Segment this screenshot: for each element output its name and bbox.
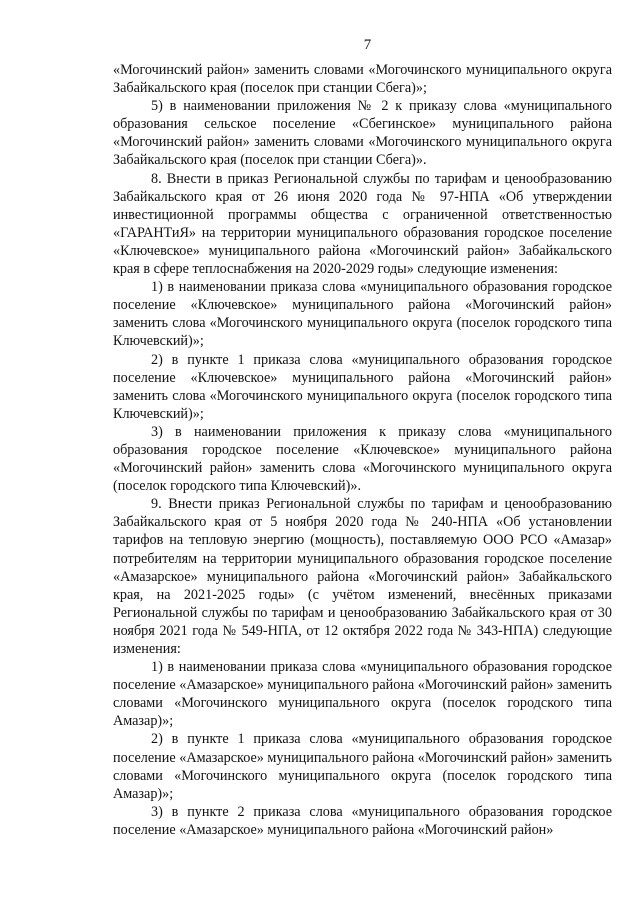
paragraph: 8. Внести в приказ Региональной службы по тарифам и ценообразованию Забайкальского края от 26 июня 2020 года № 97-НПА «Об утверждении инвестиционной программы общества с ограниченной ответственностью «ГАРАНТиЯ» на территории муниципального образования городское поселение «Ключевское» муниципального района «Могочинский район» Забайкальского края в сфере теплоснабжения на 2020-2029 годы» следующие изменения: xyxy=(113,170,612,278)
paragraph: 2) в пункте 1 приказа слова «муниципального образования городское поселение «Ключевское» муниципального района «Могочинский район» заменить слова «Могочинского муниципального округа (поселок городского типа Ключевский)»; xyxy=(113,351,612,422)
paragraph: 1) в наименовании приказа слова «муниципального образования городское поселение «Амазарское» муниципального района «Могочинский район» заменить словами «Могочинского муниципального округа (поселок городского типа Амазар)»; xyxy=(113,659,612,730)
page-number: 7 xyxy=(363,37,372,53)
paragraph: «Могочинский район» заменить словами «Могочинского муниципального округа Забайкальского края (поселок при станции Сбега)»; xyxy=(113,62,612,97)
document-body xyxy=(113,61,612,839)
paragraph: 3) в наименовании приложения к приказу слова «муниципального образования городское поселение «Ключевское» муниципального района «Могочинский район» заменить слова «Могочинского муниципального округа (поселок городского типа Ключевский)». xyxy=(113,423,612,495)
paragraph: 2) в пункте 1 приказа слова «муниципального образования городское поселение «Амазарское» муниципального района «Могочинский район» заменить словами «Могочинского муниципального округа (поселок городского типа Амазар)»; xyxy=(113,731,612,802)
paragraph: 1) в наименовании приказа слова «муниципального образования городское поселение «Ключевское» муниципального района «Могочинский район» заменить слова «Могочинского муниципального округа (поселок городского типа Ключевский)»; xyxy=(113,279,612,350)
paragraph: 5) в наименовании приложения № 2 к приказу слова «муниципального образования сельское поселение «Сбегинское» муниципального района «Могочинский район» заменить словами «Могочинского муниципального округа Забайкальского края (поселок при станции Сбега)». xyxy=(113,98,612,169)
paragraph: 3) в пункте 2 приказа слова «муниципального образования городское поселение «Амазарское» муниципального района «Могочинский район» xyxy=(113,803,612,838)
paragraph: 9. Внести приказ Региональной службы по тарифам и ценообразованию Забайкальского края от 5 ноября 2020 года № 240-НПА «Об установлении тарифов на тепловую энергию (мощность), поставляемую ООО РСО «Амазар» потребителям на территории муниципального образования городское поселение «Амазарское» муниципального района «Могочинский район» Забайкальского края, на 2021-2025 годы» (с учётом изменений, внесённых приказами Региональной службы по тарифам и ценообразованию Забайкальского края от 30 ноября 2021 года № 549-НПА, от 12 октября 2022 года № 343-НПА) следующие изменения: xyxy=(113,496,612,657)
document-page xyxy=(113,36,612,839)
